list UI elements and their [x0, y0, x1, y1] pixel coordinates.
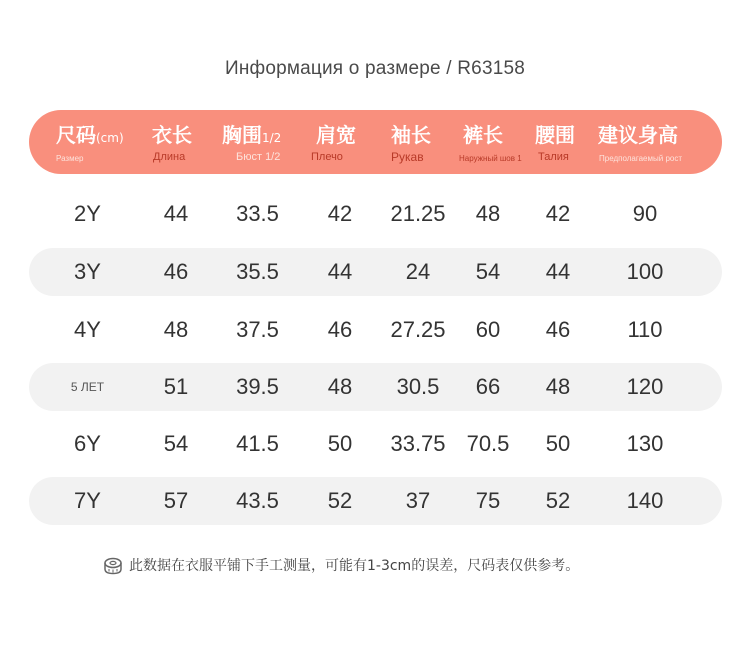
cell-bust: 37.5: [236, 317, 279, 342]
cell-size: 7Y: [74, 488, 101, 513]
cell-length: 44: [163, 201, 189, 226]
table-row: [29, 477, 722, 525]
cell-height: 100: [626, 259, 664, 284]
header-shoulder-cn: 肩宽: [316, 123, 356, 147]
table-row: [29, 420, 722, 468]
cell-size: 3Y: [74, 259, 101, 284]
header-pants-length-ru: Наружный шов 1: [459, 154, 522, 163]
header-height-cn: 建议身高: [598, 123, 678, 147]
cell-waist: 50: [545, 431, 571, 456]
cell-pants-length: 48: [475, 201, 501, 226]
cell-pants-length: 75: [475, 488, 501, 513]
header-sleeve-cn: 袖长: [391, 123, 431, 147]
header-shoulder-ru: Плечо: [311, 151, 343, 163]
cell-waist: 48: [545, 374, 571, 399]
cell-sleeve: 27.25: [390, 317, 446, 342]
cell-size: 2Y: [74, 201, 101, 226]
header-bust-ru: Бюст 1/2: [236, 151, 281, 163]
cell-shoulder: 42: [327, 201, 353, 226]
cell-bust: 41.5: [236, 431, 279, 456]
header-size-ru: Размер: [56, 154, 84, 163]
cell-sleeve: 37: [405, 488, 431, 513]
header-height-ru: Предполагаемый рост: [599, 154, 683, 163]
cell-pants-length: 70.5: [466, 431, 510, 456]
cell-bust: 43.5: [236, 488, 279, 513]
header-sleeve-ru: Рукав: [391, 150, 424, 164]
cell-sleeve: 24: [405, 259, 431, 284]
cell-size: 5 ЛЕТ: [70, 380, 105, 394]
header-bust-half: 1/2: [262, 131, 282, 145]
cell-size: 4Y: [74, 317, 101, 342]
cell-sleeve: 21.25: [390, 201, 446, 226]
cell-length: 48: [163, 317, 189, 342]
cell-bust: 39.5: [236, 374, 279, 399]
cell-shoulder: 44: [327, 259, 353, 284]
cell-height: 130: [626, 431, 664, 456]
cell-shoulder: 52: [327, 488, 353, 513]
cell-shoulder: 46: [327, 317, 353, 342]
cell-height: 120: [626, 374, 664, 399]
cell-length: 46: [163, 259, 189, 284]
cell-pants-length: 66: [475, 374, 501, 399]
cell-sleeve: 30.5: [396, 374, 440, 399]
measuring-tape-icon: [103, 557, 123, 575]
cell-waist: 42: [545, 201, 571, 226]
table-row: [29, 363, 722, 411]
cell-length: 51: [163, 374, 189, 399]
cell-length: 54: [163, 431, 189, 456]
header-size-unit: (cm): [96, 131, 124, 145]
cell-waist: 44: [545, 259, 571, 284]
header-size-cn: 尺码: [56, 123, 96, 147]
table-row: [29, 248, 722, 296]
header-length-cn: 衣长: [152, 123, 192, 147]
cell-pants-length: 60: [475, 317, 501, 342]
cell-waist: 46: [545, 317, 571, 342]
cell-length: 57: [163, 488, 189, 513]
cell-height: 90: [632, 201, 658, 226]
cell-waist: 52: [545, 488, 571, 513]
page-title: Информация о размере / R63158: [224, 58, 526, 79]
table-row: [29, 190, 722, 238]
cell-bust: 33.5: [236, 201, 279, 226]
cell-height: 140: [626, 488, 664, 513]
header-waist-ru: Талия: [538, 151, 569, 163]
cell-bust: 35.5: [236, 259, 279, 284]
cell-size: 6Y: [74, 431, 101, 456]
header-waist-cn: 腰围: [535, 123, 575, 147]
table-header: [29, 110, 722, 174]
cell-sleeve: 33.75: [390, 431, 446, 456]
header-bust-cn: 胸围: [222, 123, 262, 147]
cell-shoulder: 50: [327, 431, 353, 456]
cell-pants-length: 54: [475, 259, 501, 284]
header-length-ru: Длина: [153, 151, 186, 163]
measurement-note-text: 此数据在衣服平铺下手工测量，可能有1-3cm的误差，尺码表仅供参考。: [129, 558, 580, 574]
cell-shoulder: 48: [327, 374, 353, 399]
header-pants-length-cn: 裤长: [463, 123, 503, 147]
table-row: [29, 306, 722, 354]
cell-height: 110: [627, 317, 663, 342]
